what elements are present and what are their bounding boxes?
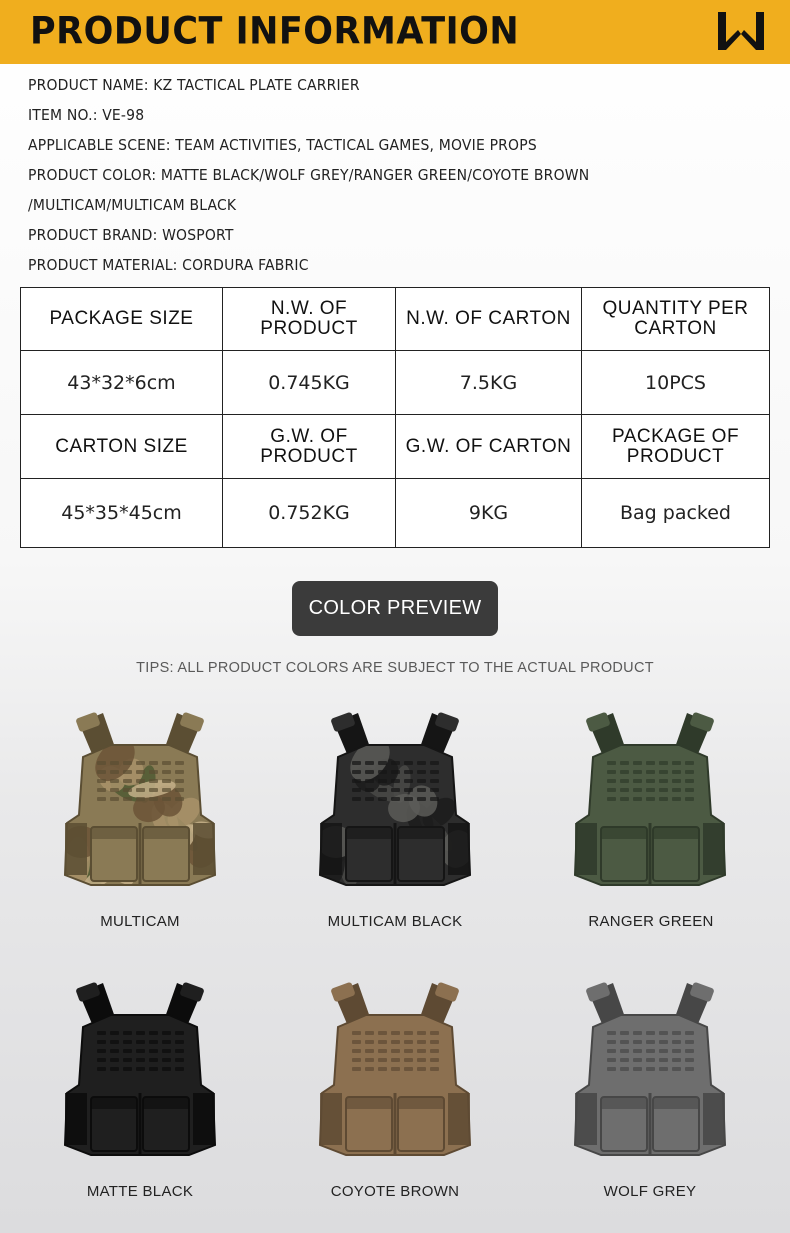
product-info: [28, 75, 768, 285]
vest-image-coyote-brown: [310, 975, 480, 1165]
table-cell: G.W. OF CARTON: [396, 415, 582, 479]
vest-image-multicam-black: [310, 705, 480, 895]
table-cell: G.W. OF PRODUCT: [223, 415, 396, 479]
table-cell: Bag packed: [582, 479, 770, 548]
table-cell: 0.745KG: [223, 351, 396, 415]
table-cell: CARTON SIZE: [21, 415, 223, 479]
header-banner: [0, 0, 790, 64]
vest-image-ranger-green: [565, 705, 735, 895]
info-product-brand: PRODUCT BRAND: WOSPORT: [28, 226, 234, 244]
table-cell: PACKAGE SIZE: [21, 288, 223, 351]
table-row: [21, 415, 770, 479]
color-preview-button[interactable]: COLOR PREVIEW: [292, 581, 498, 636]
table-cell: 0.752KG: [223, 479, 396, 548]
color-label-ranger-green: RANGER GREEN: [588, 913, 714, 930]
table-cell: N.W. OF CARTON: [396, 288, 582, 351]
color-label-multicam-black: MULTICAM BLACK: [327, 913, 463, 930]
table-cell: 43*32*6cm: [21, 351, 223, 415]
info-applicable-scene: APPLICABLE SCENE: TEAM ACTIVITIES, TACTICAL GAMES, MOVIE PROPS: [28, 136, 537, 154]
info-product-material: PRODUCT MATERIAL: CORDURA FABRIC: [28, 256, 309, 274]
info-product-color-cont: /MULTICAM/MULTICAM BLACK: [28, 196, 237, 214]
color-label-matte-black: MATTE BLACK: [86, 1183, 194, 1200]
tips-text: TIPS: ALL PRODUCT COLORS ARE SUBJECT TO THE ACTUAL PRODUCT: [136, 660, 654, 676]
table-cell: 9KG: [396, 479, 582, 548]
color-label-multicam: MULTICAM: [100, 913, 180, 930]
table-cell: 45*35*45cm: [21, 479, 223, 548]
table-row: [21, 479, 770, 548]
table-cell: N.W. OF PRODUCT: [223, 288, 396, 351]
table-cell: PACKAGE OF PRODUCT: [582, 415, 770, 479]
color-label-coyote-brown: COYOTE BROWN: [330, 1183, 460, 1200]
color-label-wolf-grey: WOLF GREY: [603, 1183, 697, 1200]
info-item-no: ITEM NO.: VE-98: [28, 106, 145, 124]
table-row: [21, 351, 770, 415]
spec-table: [20, 287, 770, 548]
vest-image-multicam: [55, 705, 225, 895]
table-cell: 7.5KG: [396, 351, 582, 415]
brand-logo-icon: [718, 12, 764, 50]
vest-image-matte-black: [55, 975, 225, 1165]
table-cell: 10PCS: [582, 351, 770, 415]
vest-image-wolf-grey: [565, 975, 735, 1165]
table-row: [21, 288, 770, 351]
page-title: PRODUCT INFORMATION: [30, 10, 520, 54]
info-product-color: PRODUCT COLOR: MATTE BLACK/WOLF GREY/RANGER GREEN/COYOTE BROWN: [28, 166, 590, 184]
table-cell: QUANTITY PER CARTON: [582, 288, 770, 351]
info-product-name: PRODUCT NAME: KZ TACTICAL PLATE CARRIER: [28, 76, 360, 94]
